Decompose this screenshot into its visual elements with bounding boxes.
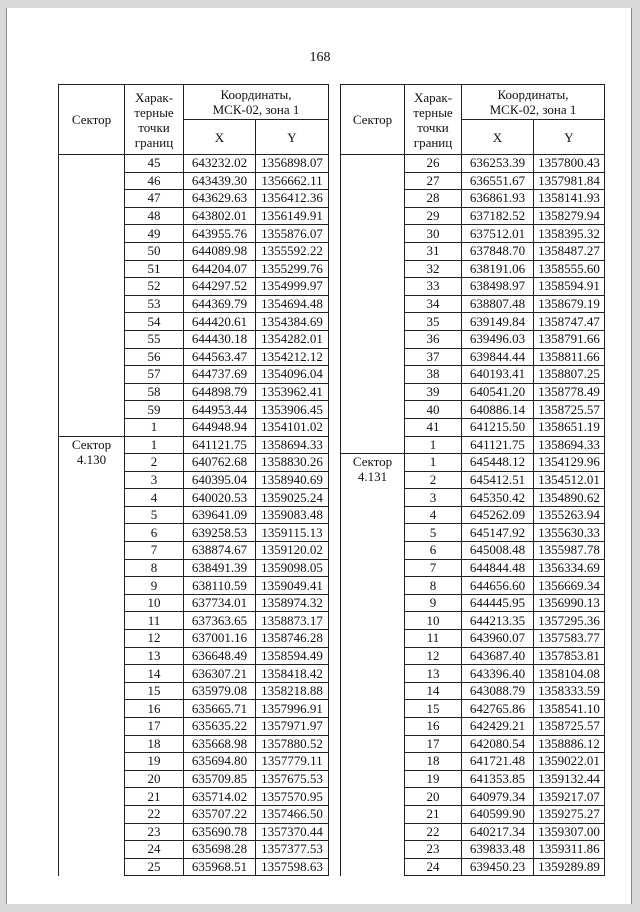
point-number-cell: 11 [405, 630, 462, 648]
y-coordinate-cell: 1358807.25 [534, 366, 605, 384]
x-coordinate-cell: 638491.39 [184, 559, 256, 577]
y-coordinate-cell: 1358279.94 [534, 207, 605, 225]
y-coordinate-cell: 1359217.07 [534, 788, 605, 806]
x-coordinate-cell: 638191.06 [462, 260, 534, 278]
x-coordinate-cell: 643802.01 [184, 207, 256, 225]
y-coordinate-cell: 1357466.50 [256, 805, 329, 823]
header-sector: Сектор [59, 85, 125, 155]
x-coordinate-cell: 640979.34 [462, 788, 534, 806]
y-coordinate-cell: 1358791.66 [534, 330, 605, 348]
y-coordinate-cell: 1357377.53 [256, 841, 329, 859]
x-coordinate-cell: 642080.54 [462, 735, 534, 753]
y-coordinate-cell: 1355987.78 [534, 542, 605, 560]
y-coordinate-cell: 1358651.19 [534, 418, 605, 436]
x-coordinate-cell: 640541.20 [462, 383, 534, 401]
y-coordinate-cell: 1359307.00 [534, 823, 605, 841]
point-number-cell: 40 [405, 401, 462, 419]
y-coordinate-cell: 1354129.96 [534, 454, 605, 472]
sector-label: Сектор [71, 436, 112, 452]
y-coordinate-cell: 1358940.69 [256, 471, 329, 489]
x-coordinate-cell: 635707.22 [184, 805, 256, 823]
x-coordinate-cell: 635714.02 [184, 788, 256, 806]
point-number-cell: 50 [125, 242, 184, 260]
x-coordinate-cell: 644213.35 [462, 612, 534, 630]
y-coordinate-cell: 1359275.27 [534, 805, 605, 823]
table-header [341, 85, 605, 155]
point-number-cell: 15 [405, 700, 462, 718]
header-x: X [184, 120, 256, 155]
y-coordinate-cell: 1359120.02 [256, 542, 329, 560]
table-row [59, 155, 329, 173]
x-coordinate-cell: 645008.48 [462, 542, 534, 560]
point-number-cell: 14 [125, 665, 184, 683]
x-coordinate-cell: 644656.60 [462, 577, 534, 595]
x-coordinate-cell: 637734.01 [184, 594, 256, 612]
y-coordinate-cell: 1358778.49 [534, 383, 605, 401]
point-number-cell: 52 [125, 278, 184, 296]
x-coordinate-cell: 643439.30 [184, 172, 256, 190]
y-coordinate-cell: 1358747.47 [534, 313, 605, 331]
y-coordinate-cell: 1357996.91 [256, 700, 329, 718]
point-number-cell: 13 [405, 665, 462, 683]
y-coordinate-cell: 1357370.44 [256, 823, 329, 841]
point-number-cell: 33 [405, 278, 462, 296]
y-coordinate-cell: 1357675.53 [256, 770, 329, 788]
x-coordinate-cell: 637848.70 [462, 242, 534, 260]
y-coordinate-cell: 1357295.36 [534, 612, 605, 630]
point-number-cell: 7 [405, 559, 462, 577]
point-number-cell: 41 [405, 418, 462, 436]
point-number-cell: 18 [125, 735, 184, 753]
point-number-cell: 30 [405, 225, 462, 243]
point-number-cell: 22 [125, 805, 184, 823]
point-number-cell: 12 [125, 630, 184, 648]
x-coordinate-cell: 643687.40 [462, 647, 534, 665]
x-coordinate-cell: 638498.97 [462, 278, 534, 296]
y-coordinate-cell: 1358594.91 [534, 278, 605, 296]
y-coordinate-cell: 1355263.94 [534, 506, 605, 524]
x-coordinate-cell: 637182.52 [462, 207, 534, 225]
x-coordinate-cell: 645350.42 [462, 489, 534, 507]
point-number-cell: 26 [405, 155, 462, 173]
y-coordinate-cell: 1358141.93 [534, 190, 605, 208]
table-row [59, 436, 329, 454]
y-coordinate-cell: 1354512.01 [534, 471, 605, 489]
point-number-cell: 57 [125, 366, 184, 384]
point-number-cell: 23 [125, 823, 184, 841]
point-number-cell: 53 [125, 295, 184, 313]
x-coordinate-cell: 635709.85 [184, 770, 256, 788]
point-number-cell: 17 [125, 718, 184, 736]
table-body [341, 155, 605, 876]
point-number-cell: 48 [125, 207, 184, 225]
point-number-cell: 14 [405, 682, 462, 700]
point-number-cell: 8 [405, 577, 462, 595]
x-coordinate-cell: 640020.53 [184, 489, 256, 507]
x-coordinate-cell: 645448.12 [462, 454, 534, 472]
point-number-cell: 34 [405, 295, 462, 313]
point-number-cell: 37 [405, 348, 462, 366]
x-coordinate-cell: 635979.08 [184, 682, 256, 700]
x-coordinate-cell: 641215.50 [462, 418, 534, 436]
x-coordinate-cell: 635668.98 [184, 735, 256, 753]
x-coordinate-cell: 636253.39 [462, 155, 534, 173]
point-number-cell: 22 [405, 823, 462, 841]
point-number-cell: 58 [125, 383, 184, 401]
x-coordinate-cell: 639641.09 [184, 506, 256, 524]
header-x: X [462, 120, 534, 155]
page-number: 168 [309, 50, 331, 65]
point-number-cell: 16 [125, 700, 184, 718]
x-coordinate-cell: 638874.67 [184, 542, 256, 560]
x-coordinate-cell: 644898.79 [184, 383, 256, 401]
y-coordinate-cell: 1356662.11 [256, 172, 329, 190]
y-coordinate-cell: 1358811.66 [534, 348, 605, 366]
point-number-cell: 5 [125, 506, 184, 524]
point-number-cell: 18 [405, 753, 462, 771]
x-coordinate-cell: 643629.63 [184, 190, 256, 208]
point-number-cell: 2 [125, 454, 184, 472]
point-number-cell: 2 [405, 471, 462, 489]
y-coordinate-cell: 1358487.27 [534, 242, 605, 260]
point-number-cell: 24 [125, 841, 184, 859]
y-coordinate-cell: 1355876.07 [256, 225, 329, 243]
point-number-cell: 20 [125, 770, 184, 788]
point-number-cell: 55 [125, 330, 184, 348]
x-coordinate-cell: 644844.48 [462, 559, 534, 577]
x-coordinate-cell: 638110.59 [184, 577, 256, 595]
y-coordinate-cell: 1356990.13 [534, 594, 605, 612]
y-coordinate-cell: 1358104.08 [534, 665, 605, 683]
y-coordinate-cell: 1359132.44 [534, 770, 605, 788]
point-number-cell: 24 [405, 858, 462, 876]
y-coordinate-cell: 1359025.24 [256, 489, 329, 507]
sector-label: 4.131 [357, 469, 388, 485]
point-number-cell: 21 [405, 805, 462, 823]
y-coordinate-cell: 1357779.11 [256, 753, 329, 771]
x-coordinate-cell: 644297.52 [184, 278, 256, 296]
point-number-cell: 4 [125, 489, 184, 507]
x-coordinate-cell: 635665.71 [184, 700, 256, 718]
point-number-cell: 17 [405, 735, 462, 753]
y-coordinate-cell: 1356149.91 [256, 207, 329, 225]
point-number-cell: 47 [125, 190, 184, 208]
point-number-cell: 3 [125, 471, 184, 489]
y-coordinate-cell: 1356412.36 [256, 190, 329, 208]
y-coordinate-cell: 1358886.12 [534, 735, 605, 753]
point-number-cell: 29 [405, 207, 462, 225]
point-number-cell: 32 [405, 260, 462, 278]
header-points: Харак- терные точки границ [405, 85, 462, 155]
point-number-cell: 36 [405, 330, 462, 348]
y-coordinate-cell: 1357981.84 [534, 172, 605, 190]
point-number-cell: 10 [125, 594, 184, 612]
x-coordinate-cell: 636861.93 [462, 190, 534, 208]
x-coordinate-cell: 644420.61 [184, 313, 256, 331]
y-coordinate-cell: 1357880.52 [256, 735, 329, 753]
coordinates-table-left [58, 84, 329, 876]
x-coordinate-cell: 644948.94 [184, 418, 256, 436]
y-coordinate-cell: 1358555.60 [534, 260, 605, 278]
point-number-cell: 10 [405, 612, 462, 630]
point-number-cell: 16 [405, 718, 462, 736]
x-coordinate-cell: 644737.69 [184, 366, 256, 384]
y-coordinate-cell: 1354384.69 [256, 313, 329, 331]
y-coordinate-cell: 1358725.57 [534, 401, 605, 419]
x-coordinate-cell: 645262.09 [462, 506, 534, 524]
x-coordinate-cell: 643955.76 [184, 225, 256, 243]
y-coordinate-cell: 1357800.43 [534, 155, 605, 173]
point-number-cell: 3 [405, 489, 462, 507]
x-coordinate-cell: 644953.44 [184, 401, 256, 419]
point-number-cell: 39 [405, 383, 462, 401]
y-coordinate-cell: 1358694.33 [256, 436, 329, 454]
y-coordinate-cell: 1359083.48 [256, 506, 329, 524]
y-coordinate-cell: 1358679.19 [534, 295, 605, 313]
x-coordinate-cell: 643232.02 [184, 155, 256, 173]
x-coordinate-cell: 640886.14 [462, 401, 534, 419]
y-coordinate-cell: 1355592.22 [256, 242, 329, 260]
x-coordinate-cell: 635694.80 [184, 753, 256, 771]
x-coordinate-cell: 639844.44 [462, 348, 534, 366]
x-coordinate-cell: 640217.34 [462, 823, 534, 841]
x-coordinate-cell: 635690.78 [184, 823, 256, 841]
x-coordinate-cell: 643960.07 [462, 630, 534, 648]
x-coordinate-cell: 640599.90 [462, 805, 534, 823]
header-points: Харак- терные точки границ [125, 85, 184, 155]
point-number-cell: 54 [125, 313, 184, 331]
point-number-cell: 35 [405, 313, 462, 331]
y-coordinate-cell: 1358395.32 [534, 225, 605, 243]
y-coordinate-cell: 1358725.57 [534, 718, 605, 736]
x-coordinate-cell: 643088.79 [462, 682, 534, 700]
y-coordinate-cell: 1357583.77 [534, 630, 605, 648]
x-coordinate-cell: 637363.65 [184, 612, 256, 630]
x-coordinate-cell: 639149.84 [462, 313, 534, 331]
y-coordinate-cell: 1359115.13 [256, 524, 329, 542]
point-number-cell: 9 [125, 577, 184, 595]
point-number-cell: 12 [405, 647, 462, 665]
sector-cell [59, 155, 125, 437]
x-coordinate-cell: 636551.67 [462, 172, 534, 190]
coordinates-table-right [340, 84, 605, 876]
x-coordinate-cell: 641121.75 [462, 436, 534, 454]
y-coordinate-cell: 1356334.69 [534, 559, 605, 577]
sector-cell [341, 155, 405, 454]
x-coordinate-cell: 641721.48 [462, 753, 534, 771]
x-coordinate-cell: 641353.85 [462, 770, 534, 788]
point-number-cell: 21 [125, 788, 184, 806]
point-number-cell: 20 [405, 788, 462, 806]
x-coordinate-cell: 640395.04 [184, 471, 256, 489]
point-number-cell: 59 [125, 401, 184, 419]
sector-label: 4.130 [76, 451, 107, 467]
y-coordinate-cell: 1358418.42 [256, 665, 329, 683]
y-coordinate-cell: 1358746.28 [256, 630, 329, 648]
y-coordinate-cell: 1359022.01 [534, 753, 605, 771]
point-number-cell: 5 [405, 524, 462, 542]
y-coordinate-cell: 1355299.76 [256, 260, 329, 278]
x-coordinate-cell: 645147.92 [462, 524, 534, 542]
point-number-cell: 15 [125, 682, 184, 700]
table-header [59, 85, 329, 155]
point-number-cell: 23 [405, 841, 462, 859]
x-coordinate-cell: 639833.48 [462, 841, 534, 859]
y-coordinate-cell: 1358830.26 [256, 454, 329, 472]
x-coordinate-cell: 638807.48 [462, 295, 534, 313]
y-coordinate-cell: 1358541.10 [534, 700, 605, 718]
x-coordinate-cell: 635635.22 [184, 718, 256, 736]
header-y: Y [256, 120, 329, 155]
header-coordinates: Координаты, МСК-02, зона 1 [462, 85, 605, 120]
x-coordinate-cell: 645412.51 [462, 471, 534, 489]
point-number-cell: 28 [405, 190, 462, 208]
x-coordinate-cell: 639450.23 [462, 858, 534, 876]
y-coordinate-cell: 1358594.49 [256, 647, 329, 665]
point-number-cell: 25 [125, 858, 184, 876]
point-number-cell: 4 [405, 506, 462, 524]
header-y: Y [534, 120, 605, 155]
point-number-cell: 19 [125, 753, 184, 771]
y-coordinate-cell: 1359049.41 [256, 577, 329, 595]
point-number-cell: 6 [125, 524, 184, 542]
y-coordinate-cell: 1356898.07 [256, 155, 329, 173]
point-number-cell: 8 [125, 559, 184, 577]
table-row [341, 155, 605, 173]
point-number-cell: 38 [405, 366, 462, 384]
table-body [59, 155, 329, 876]
x-coordinate-cell: 644089.98 [184, 242, 256, 260]
y-coordinate-cell: 1354096.04 [256, 366, 329, 384]
y-coordinate-cell: 1354282.01 [256, 330, 329, 348]
y-coordinate-cell: 1357598.63 [256, 858, 329, 876]
point-number-cell: 13 [125, 647, 184, 665]
header-sector: Сектор [341, 85, 405, 155]
y-coordinate-cell: 1359098.05 [256, 559, 329, 577]
x-coordinate-cell: 635968.51 [184, 858, 256, 876]
sector-label: Сектор [352, 454, 393, 470]
y-coordinate-cell: 1358694.33 [534, 436, 605, 454]
y-coordinate-cell: 1354890.62 [534, 489, 605, 507]
point-number-cell: 9 [405, 594, 462, 612]
x-coordinate-cell: 644430.18 [184, 330, 256, 348]
y-coordinate-cell: 1353962.41 [256, 383, 329, 401]
x-coordinate-cell: 640762.68 [184, 454, 256, 472]
y-coordinate-cell: 1359311.86 [534, 841, 605, 859]
x-coordinate-cell: 635698.28 [184, 841, 256, 859]
sector-cell [59, 436, 125, 876]
header-coordinates: Координаты, МСК-02, зона 1 [184, 85, 329, 120]
point-number-cell: 1 [405, 436, 462, 454]
y-coordinate-cell: 1353906.45 [256, 401, 329, 419]
x-coordinate-cell: 639258.53 [184, 524, 256, 542]
point-number-cell: 11 [125, 612, 184, 630]
y-coordinate-cell: 1358974.32 [256, 594, 329, 612]
x-coordinate-cell: 642765.86 [462, 700, 534, 718]
y-coordinate-cell: 1359289.89 [534, 858, 605, 876]
y-coordinate-cell: 1357971.97 [256, 718, 329, 736]
x-coordinate-cell: 644445.95 [462, 594, 534, 612]
y-coordinate-cell: 1356669.34 [534, 577, 605, 595]
x-coordinate-cell: 641121.75 [184, 436, 256, 454]
y-coordinate-cell: 1357570.95 [256, 788, 329, 806]
y-coordinate-cell: 1358218.88 [256, 682, 329, 700]
point-number-cell: 46 [125, 172, 184, 190]
x-coordinate-cell: 636307.21 [184, 665, 256, 683]
point-number-cell: 1 [125, 436, 184, 454]
x-coordinate-cell: 643396.40 [462, 665, 534, 683]
y-coordinate-cell: 1354694.48 [256, 295, 329, 313]
point-number-cell: 19 [405, 770, 462, 788]
y-coordinate-cell: 1354212.12 [256, 348, 329, 366]
x-coordinate-cell: 637512.01 [462, 225, 534, 243]
y-coordinate-cell: 1357853.81 [534, 647, 605, 665]
point-number-cell: 6 [405, 542, 462, 560]
y-coordinate-cell: 1358873.17 [256, 612, 329, 630]
y-coordinate-cell: 1358333.59 [534, 682, 605, 700]
point-number-cell: 56 [125, 348, 184, 366]
y-coordinate-cell: 1354101.02 [256, 418, 329, 436]
point-number-cell: 45 [125, 155, 184, 173]
x-coordinate-cell: 640193.41 [462, 366, 534, 384]
point-number-cell: 31 [405, 242, 462, 260]
x-coordinate-cell: 636648.49 [184, 647, 256, 665]
x-coordinate-cell: 637001.16 [184, 630, 256, 648]
table-row [341, 454, 605, 472]
point-number-cell: 27 [405, 172, 462, 190]
x-coordinate-cell: 639496.03 [462, 330, 534, 348]
x-coordinate-cell: 644369.79 [184, 295, 256, 313]
point-number-cell: 7 [125, 542, 184, 560]
x-coordinate-cell: 642429.21 [462, 718, 534, 736]
point-number-cell: 1 [405, 454, 462, 472]
point-number-cell: 49 [125, 225, 184, 243]
x-coordinate-cell: 644204.07 [184, 260, 256, 278]
y-coordinate-cell: 1355630.33 [534, 524, 605, 542]
sector-cell [341, 454, 405, 876]
point-number-cell: 51 [125, 260, 184, 278]
y-coordinate-cell: 1354999.97 [256, 278, 329, 296]
x-coordinate-cell: 644563.47 [184, 348, 256, 366]
point-number-cell: 1 [125, 418, 184, 436]
